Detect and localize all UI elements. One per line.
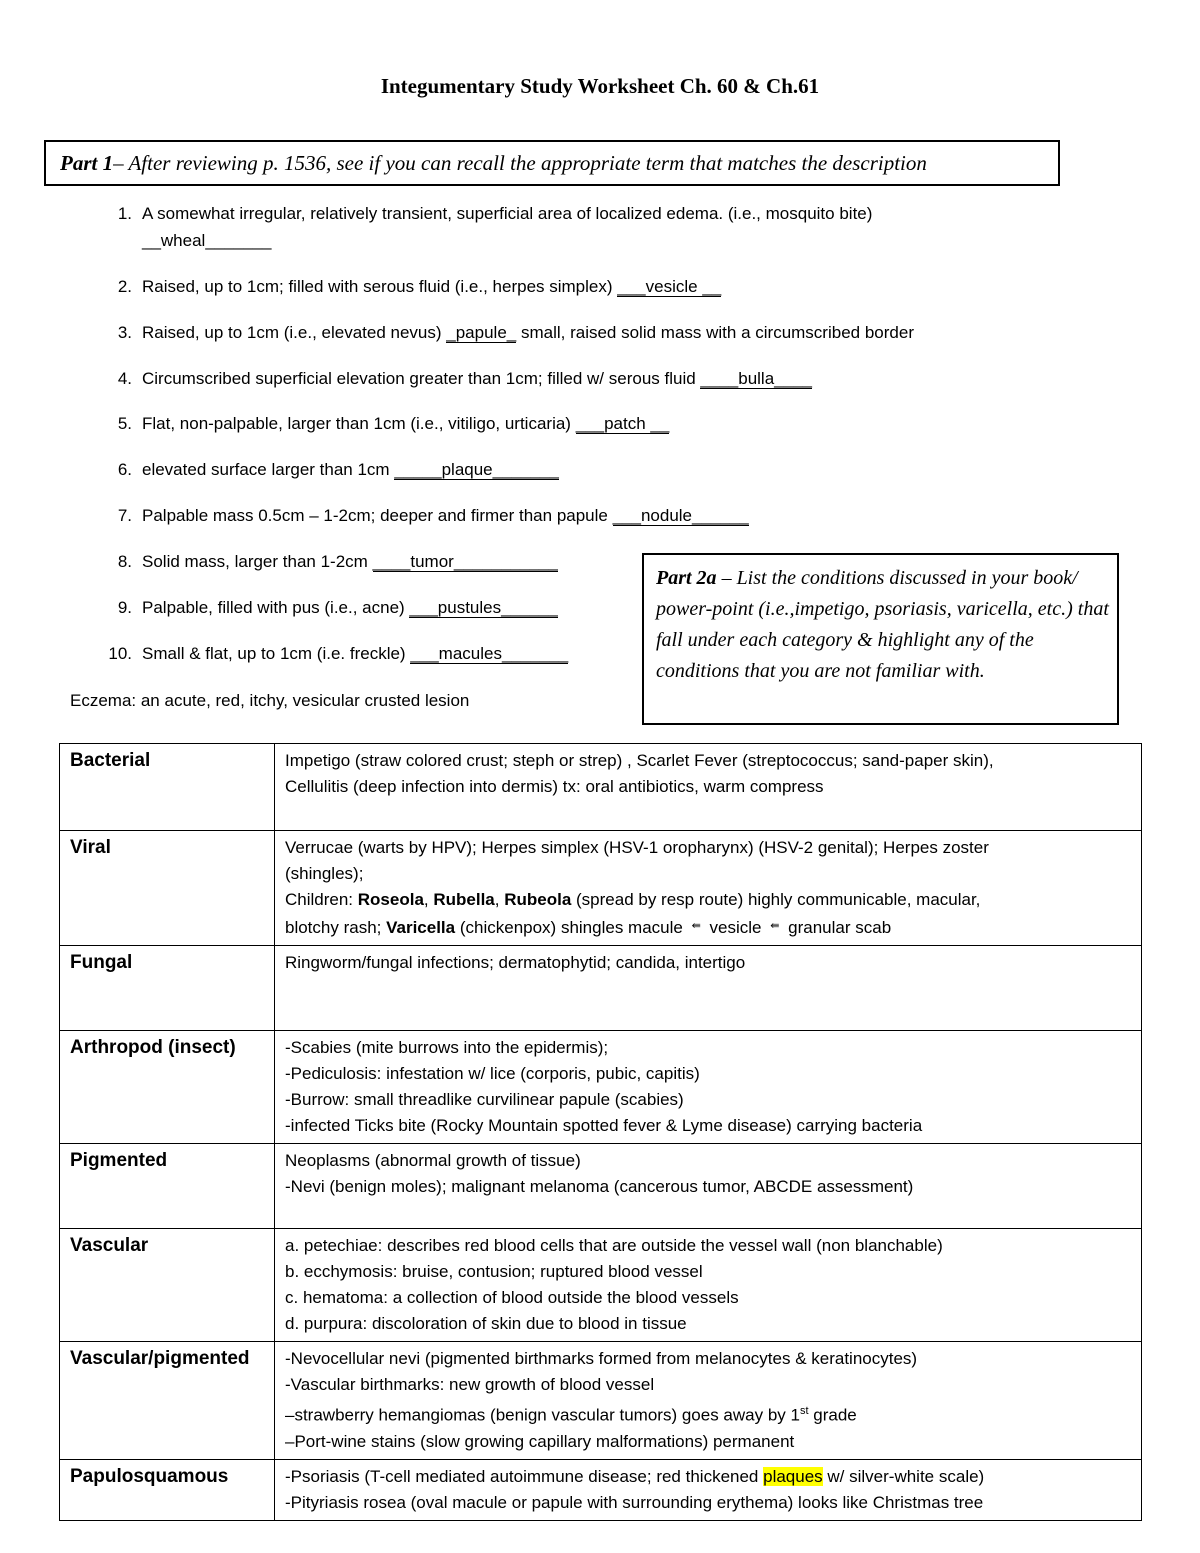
list-item — [117, 552, 558, 572]
item-description: Raised, up to 1cm (i.e., elevated nevus) — [142, 323, 447, 342]
cell-line — [285, 1398, 1131, 1429]
list-item — [117, 323, 914, 343]
cell-text: , — [423, 890, 434, 909]
item-number: 6. — [117, 460, 132, 479]
table-row — [60, 1144, 1142, 1229]
category-cell: Papulosquamous — [60, 1459, 275, 1520]
item-description: A somewhat irregular, relatively transient, superficial area of localized edema. (i.e., mosquito bite) — [142, 204, 873, 223]
cell-line: -Nevi (benign moles); malignant melanoma (cancerous tumor, ABCDE assessment) — [285, 1177, 914, 1196]
category-cell: Bacterial — [60, 744, 275, 831]
table-row — [60, 831, 1142, 946]
cell-line: -Vascular birthmarks: new growth of blood vessel — [285, 1375, 655, 1394]
cell-text: (chickenpox) shingles macule — [455, 918, 688, 937]
item-number: 5. — [117, 414, 132, 433]
conditions-cell — [275, 831, 1142, 946]
cell-text: (spread by resp route) highly communicable, macular, — [571, 890, 981, 909]
item-description: Palpable mass 0.5cm – 1-2cm; deeper and firmer than papule — [142, 506, 613, 525]
list-item — [117, 369, 812, 389]
item-answer: ___vesicle __ — [617, 277, 722, 296]
part1-text: – After reviewing p. 1536, see if you can recall the appropriate term that matches the description — [113, 151, 927, 175]
cell-line — [285, 887, 1131, 913]
item-number: 2. — [117, 277, 132, 296]
cell-line: -Pediculosis: infestation w/ lice (corporis, pubic, capitis) — [285, 1064, 700, 1083]
part2a-instructions — [656, 563, 1111, 687]
list-item — [117, 414, 670, 434]
part2a-label: Part 2a — [656, 567, 717, 589]
cell-text: grade — [808, 1405, 857, 1425]
conditions-cell — [275, 946, 1142, 1031]
conditions-cell — [275, 1342, 1142, 1460]
item-answer: _____plaque_______ — [394, 460, 559, 479]
cell-line: -Pityriasis rosea (oval macule or papule with surrounding erythema) looks like Christmas tree — [285, 1492, 984, 1512]
list-item — [117, 506, 749, 526]
cell-line: -infected Ticks bite (Rocky Mountain spotted fever & Lyme disease) carrying bacteria — [285, 1116, 923, 1135]
bold-term: Varicella — [386, 918, 456, 937]
cell-text: , — [494, 890, 505, 909]
conditions-cell — [275, 744, 1142, 831]
item-description: Small & flat, up to 1cm (i.e. freckle) — [142, 644, 411, 663]
cell-line: Impetigo (straw colored crust; steph or strep) , Scarlet Fever (streptococcus; sand-paper skin), — [285, 751, 994, 770]
bold-term: Roseola — [357, 890, 424, 909]
item-answer: _papule_ — [446, 323, 517, 342]
list-item — [117, 598, 558, 618]
conditions-cell — [275, 1144, 1142, 1229]
item-number: 1. — [117, 204, 132, 223]
cell-line: (shingles); — [285, 864, 364, 883]
page-title: Integumentary Study Worksheet Ch. 60 & Ch.61 — [380, 74, 820, 98]
bold-term: Rubella — [433, 890, 495, 909]
part2a-text: – List the conditions discussed in your book/ power-point (i.e.,impetigo, psoriasis, varicella, etc.) that fall under each category & highlight any of the conditions that you are not familiar with. — [656, 567, 1109, 682]
cell-line: Neoplasms (abnormal growth of tissue) — [285, 1151, 581, 1170]
cell-line: a. petechiae: describes red blood cells that are outside the vessel wall (non blanchable) — [285, 1236, 943, 1255]
category-cell: Vascular — [60, 1229, 275, 1342]
item-number: 10. — [108, 644, 132, 663]
item-number: 7. — [117, 506, 132, 525]
item-description: Raised, up to 1cm; filled with serous fluid (i.e., herpes simplex) — [142, 277, 618, 296]
eczema-note: Eczema: an acute, red, itchy, vesicular crusted lesion — [70, 691, 470, 710]
conditions-cell — [275, 1229, 1142, 1342]
cell-text: –strawberry hemangiomas (benign vascular tumors) goes away by 1 — [285, 1405, 800, 1425]
item-note: small, raised solid mass with a circumscribed border — [516, 323, 914, 342]
bold-term: Rubeola — [504, 890, 572, 909]
cell-text: vesicle — [704, 918, 767, 937]
conditions-cell — [275, 1031, 1142, 1144]
item-description: Flat, non-palpable, larger than 1cm (i.e., vitiligo, urticaria) — [142, 414, 576, 433]
cell-line: b. ecchymosis: bruise, contusion; ruptured blood vessel — [285, 1262, 703, 1281]
item-answer: ____tumor___________ — [372, 552, 558, 571]
cell-line: -Nevocellular nevi (pigmented birthmarks formed from melanocytes & keratinocytes) — [285, 1349, 918, 1368]
item-number: 3. — [117, 323, 132, 342]
conditions-cell — [275, 1459, 1142, 1520]
cell-line: Ringworm/fungal infections; dermatophytid; candida, intertigo — [285, 953, 746, 972]
part1-label: Part 1 — [60, 151, 114, 175]
cell-text: blotchy rash; — [285, 918, 387, 937]
cell-line — [285, 1464, 1131, 1490]
item-answer: ___macules_______ — [410, 644, 569, 663]
table-row — [60, 1459, 1142, 1520]
item-answer: ___pustules______ — [409, 598, 558, 617]
cell-line: -Scabies (mite burrows into the epidermis); — [285, 1038, 609, 1057]
list-item — [117, 204, 873, 224]
cell-line: –Port-wine stains (slow growing capillary malformations) permanent — [285, 1431, 795, 1451]
category-cell: Fungal — [60, 946, 275, 1031]
list-item — [117, 460, 559, 480]
item-description: Solid mass, larger than 1-2cm — [142, 552, 373, 571]
item-answer: ____bulla____ — [700, 369, 812, 388]
list-item — [117, 277, 722, 297]
list-item — [108, 644, 569, 664]
table-row — [60, 744, 1142, 831]
cell-line: Cellulitis (deep infection into dermis) tx: oral antibiotics, warm compress — [285, 777, 824, 796]
category-cell: Vascular/pigmented — [60, 1342, 275, 1460]
table-row — [60, 1229, 1142, 1342]
cell-line: Verrucae (warts by HPV); Herpes simplex (HSV-1 oropharynx) (HSV-2 genital); Herpes zoster — [285, 838, 989, 857]
item-number: 4. — [117, 369, 132, 388]
cell-line: c. hematoma: a collection of blood outside the blood vessels — [285, 1288, 739, 1307]
cell-line — [285, 913, 1131, 941]
item-description: elevated surface larger than 1cm — [142, 460, 395, 479]
item-answer: __wheal_______ — [142, 231, 272, 250]
cell-text: -Psoriasis (T-cell mediated autoimmune disease; red thickened — [285, 1466, 764, 1486]
category-cell: Viral — [60, 831, 275, 946]
list-item-answer-line — [142, 231, 272, 251]
superscript: st — [799, 1405, 809, 1417]
highlighted-term: plaques — [763, 1466, 823, 1486]
category-cell: Arthropod (insect) — [60, 1031, 275, 1144]
arrow-icon: ⇚ — [691, 920, 701, 932]
item-answer: ___patch __ — [575, 414, 670, 433]
item-answer: ___nodule______ — [612, 506, 749, 525]
conditions-table — [59, 743, 1142, 1521]
cell-line: -Burrow: small threadlike curvilinear papule (scabies) — [285, 1090, 684, 1109]
cell-text: w/ silver-white scale) — [822, 1466, 985, 1486]
cell-line: d. purpura: discoloration of skin due to blood in tissue — [285, 1314, 687, 1333]
cell-text: Children: — [285, 890, 358, 909]
table-row — [60, 1031, 1142, 1144]
cell-text: granular scab — [783, 918, 892, 937]
table-row — [60, 1342, 1142, 1460]
item-description: Palpable, filled with pus (i.e., acne) — [142, 598, 410, 617]
item-description: Circumscribed superficial elevation greater than 1cm; filled w/ serous fluid — [142, 369, 701, 388]
category-cell: Pigmented — [60, 1144, 275, 1229]
arrow-icon: ⇚ — [770, 920, 780, 932]
item-number: 8. — [117, 552, 132, 571]
table-row — [60, 946, 1142, 1031]
part2a-instructions-box — [642, 553, 1119, 725]
item-number: 9. — [117, 598, 132, 617]
